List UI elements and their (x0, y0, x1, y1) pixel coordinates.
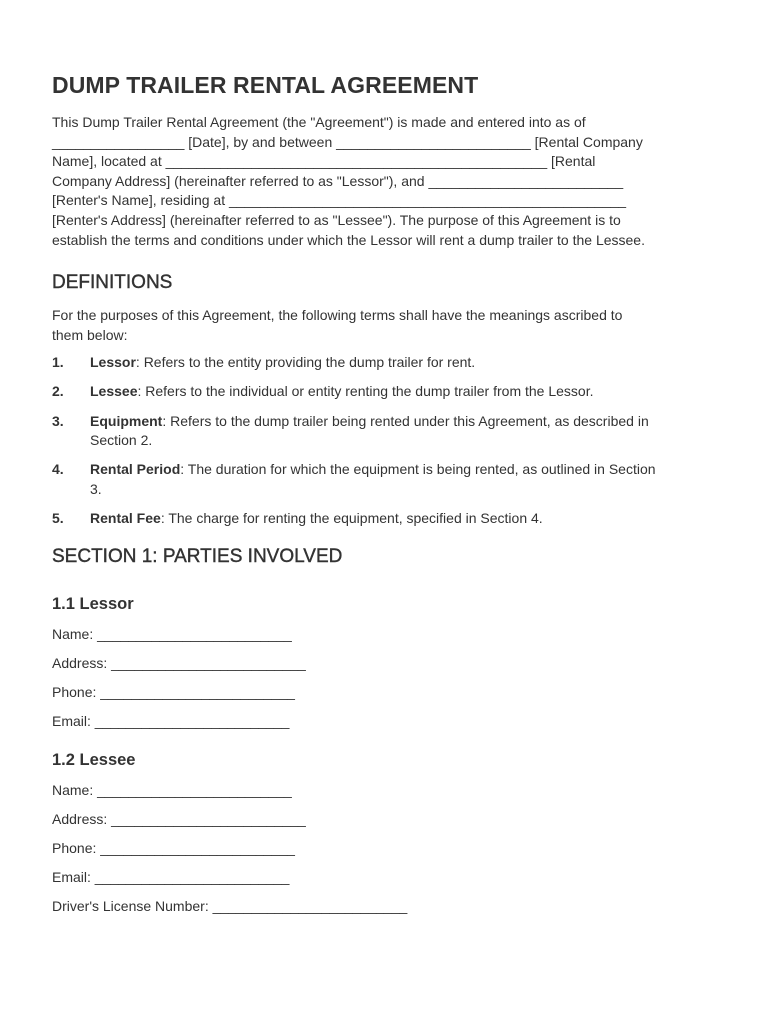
lessor-email-field: Email: _________________________ (52, 712, 290, 729)
lessee-license-field: Driver's License Number: _________________________ (52, 897, 408, 914)
definitions-list (52, 353, 718, 528)
list-item-term: Lessee (90, 383, 138, 400)
document-title: DUMP TRAILER RENTAL AGREEMENT (52, 72, 479, 98)
definitions-heading: DEFINITIONS (52, 272, 173, 294)
list-item-text: : Refers to the dump trailer being rented under this Agreement, as described in Section 2. (90, 412, 649, 449)
lessee-name-field: Name: _________________________ (52, 781, 292, 798)
list-item (52, 460, 718, 499)
list-item-body (90, 412, 718, 451)
list-item-term: Equipment (90, 412, 163, 429)
section-1-heading: SECTION 1: PARTIES INVOLVED (52, 545, 343, 567)
lessor-address-field: Address: _________________________ (52, 654, 306, 671)
list-item-text: : Refers to the entity providing the dump trailer for rent. (135, 354, 476, 371)
list-item-term: Rental Fee (90, 509, 161, 526)
lessee-address-field: Address: _________________________ (52, 810, 306, 827)
list-item-body (90, 509, 718, 529)
list-item-term: Rental Period (90, 461, 181, 478)
lessor-name-field: Name: _________________________ (52, 625, 292, 642)
list-item-number: 2. (52, 383, 64, 400)
list-item-body (90, 460, 718, 499)
list-item-text: : Refers to the individual or entity renting the dump trailer from the Lessor. (137, 383, 594, 400)
list-item-text: : The duration for which the equipment is being rented, as outlined in Section 3. (90, 461, 656, 497)
list-item-term: Lessor (90, 354, 136, 371)
list-item-number: 4. (52, 461, 64, 478)
intro-paragraph: This Dump Trailer Rental Agreement (the "Agreement") is made and entered into as of _________________ [Date], by and between _________________________ [Rental Company Name], located at _________________________________________________ [Rental Company Address] (hereinafter referred to as "Lessor"), and _________________________ [Renter's Name], residing at ___________________________________________________ [Renter's Address] (hereinafter referred to as "Lessee"). The purpose of this Agreement is to establish the terms and conditions under which the Lessor will rent a dump trailer to the Lessee. (52, 114, 645, 248)
list-item (52, 353, 718, 373)
lessee-email-field: Email: _________________________ (52, 868, 290, 885)
definitions-lead: For the purposes of this Agreement, the following terms shall have the meanings ascribed to them below: (52, 307, 623, 343)
lessee-phone-field: Phone: _________________________ (52, 839, 295, 856)
list-item-number: 1. (52, 354, 64, 371)
lessor-heading: 1.1 Lessor (52, 594, 134, 613)
list-item (52, 509, 718, 529)
lessor-phone-field: Phone: _________________________ (52, 683, 295, 700)
list-item-number: 5. (52, 509, 64, 526)
list-item-body (90, 353, 718, 373)
list-item (52, 382, 718, 402)
lessee-heading: 1.2 Lessee (52, 750, 136, 769)
list-item (52, 412, 718, 451)
list-item-text: : The charge for renting the equipment, specified in Section 4. (160, 509, 543, 526)
list-item-number: 3. (52, 412, 64, 429)
list-item-body (90, 382, 718, 402)
